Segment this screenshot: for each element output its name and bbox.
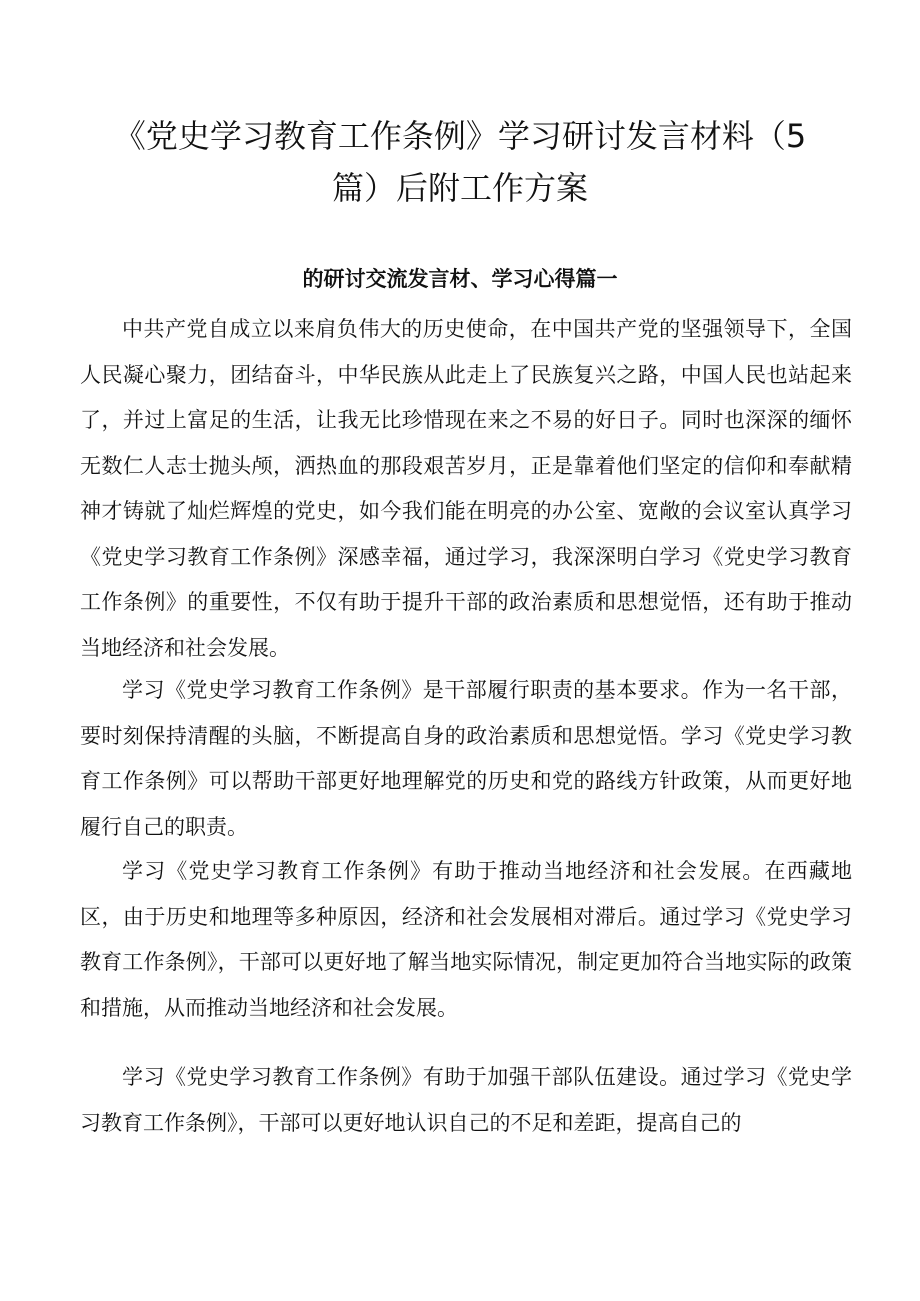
body-paragraph-4: 学习《党史学习教育工作条例》有助于加强干部队伍建设。通过学习《党史学习教育工作条例》，干部可以更好地认识自己的不足和差距，提高自己的 <box>80 1065 852 1135</box>
body-paragraph-3: 学习《党史学习教育工作条例》有助于推动当地经济和社会发展。在西藏地区，由于历史和地理等多种原因，经济和社会发展相对滞后。通过学习《党史学习教育工作条例》，干部可以更好地了解当地实际情况，制定更加符合当地实际的政策和措施，从而推动当地经济和社会发展。 <box>80 859 852 1020</box>
section-heading: 的研讨交流发言材、学习心得篇一 <box>302 267 618 291</box>
document-title: 《党史学习教育工作条例》学习研讨发言材料（5篇）后附工作方案 <box>113 117 807 207</box>
body-paragraph-1: 中共产党自成立以来肩负伟大的历史使命，在中国共产党的坚强领导下，全国人民凝心聚力，团结奋斗，中华民族从此走上了民族复兴之路，中国人民也站起来了，并过上富足的生活，让我无比珍惜现在来之不易的好日子。同时也深深的缅怀无数仁人志士抛头颅，洒热血的那段艰苦岁月，正是靠着他们坚定的信仰和奉献精神才铸就了灿烂辉煌的党史，如今我们能在明亮的办公室、宽敞的会议室认真学习《党史学习教育工作条例》深感幸福，通过学习，我深深明白学习《党史学习教育工作条例》的重要性，不仅有助于提升干部的政治素质和思想觉悟，还有助于推动当地经济和社会发展。 <box>80 317 852 660</box>
body-paragraph-2: 学习《党史学习教育工作条例》是干部履行职责的基本要求。作为一名干部，要时刻保持清醒的头脑，不断提高自身的政治素质和思想觉悟。学习《党史学习教育工作条例》可以帮助干部更好地理解党的历史和党的路线方针政策，从而更好地履行自己的职责。 <box>80 678 852 839</box>
